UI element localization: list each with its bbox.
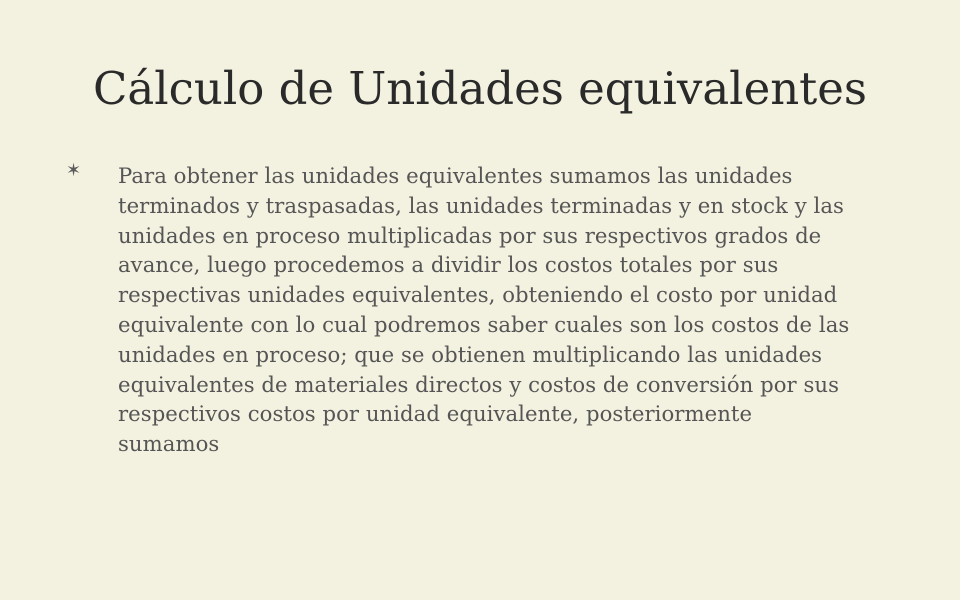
bullet-paragraph: Para obtener las unidades equivalentes sumamos las unidades terminados y traspasadas, las unidades terminadas y en stock y las unidades en proceso multiplicadas por sus respectivos grados de avance, luego procedemos a dividir los costos totales por sus respectivas unidades equivalentes, obteniendo el costo por unidad equivalente con lo cual podremos saber cuales son los costos de las unidades en proceso; que se obtienen multiplicando las unidades equivalentes de materiales directos y costos de conversión por sus respectivos costos por unidad equivalente, posteriormente sumamos — [118, 163, 850, 457]
slide-body — [66, 161, 856, 459]
star-icon: ✶ — [66, 160, 82, 181]
slide-title: Cálculo de Unidades equivalentes — [92, 62, 867, 115]
